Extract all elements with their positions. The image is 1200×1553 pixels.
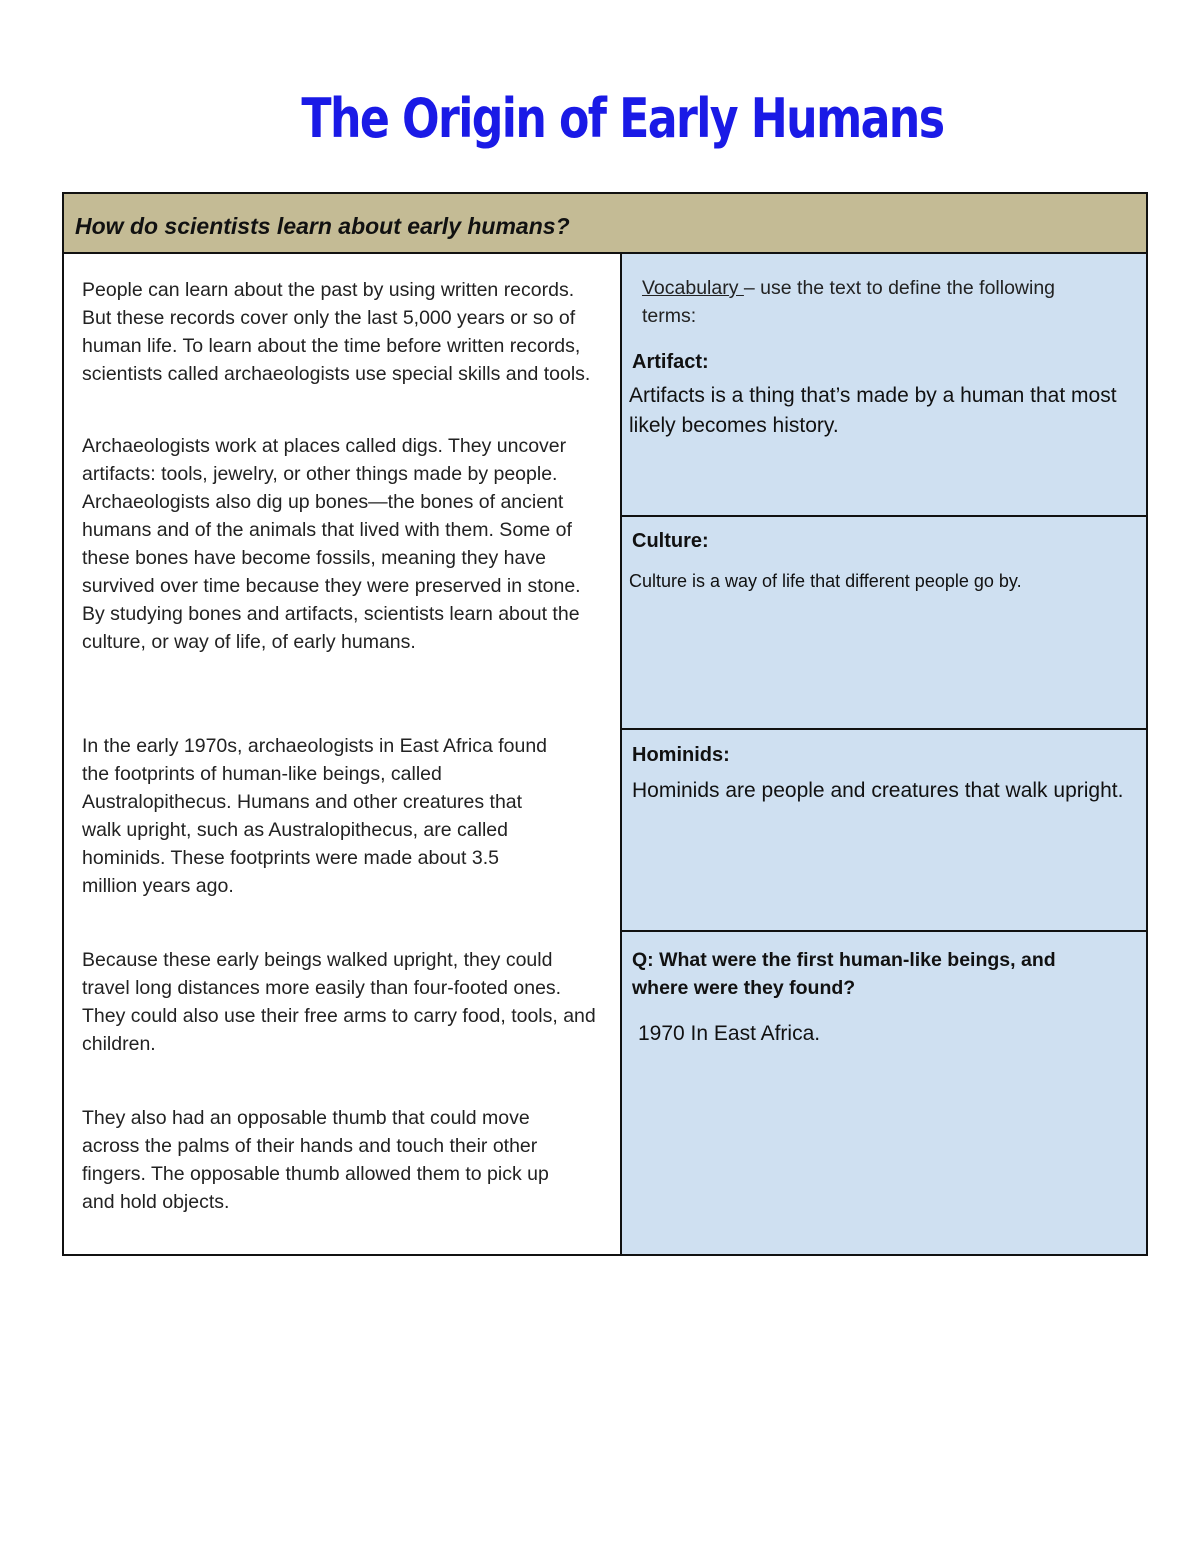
reading-paragraph-3: In the early 1970s, archaeologists in East Africa found the footprints of human-like beings, called Australopithecus. Humans and other creatures that walk upright, such as Australopithecus, are called hominids. These footprints were made about 3.5 million years ago.	[82, 735, 548, 897]
reading-paragraph-4: Because these early beings walked upright, they could travel long distances more easily than four-footed ones. They could also use their free arms to carry food, tools, and children.	[82, 949, 596, 1055]
reading-paragraph-1: People can learn about the past by using written records. But these records cover only the last 5,000 years or so of human life. To learn about the time before written records, scientists called archaeologists use special skills and tools.	[82, 279, 591, 385]
hominids-answer[interactable]: Hominids are people and creatures that walk upright.	[632, 779, 1124, 802]
reading-paragraph-2: Archaeologists work at places called digs. They uncover artifacts: tools, jewelry, or other things made by people. Archaeologists also dig up bones—the bones of ancient humans and of the animals that lived with them. Some of these bones have become fossils, meaning they have survived over time because they were preserved in stone. By studying bones and artifacts, scientists learn about the culture, or way of life, of early humans.	[82, 435, 581, 653]
header-question: How do scientists learn about early humans?	[75, 213, 570, 239]
artifact-answer[interactable]: Artifacts is a thing that’s made by a human that most likely becomes history.	[629, 384, 1117, 437]
artifact-cell	[622, 254, 1146, 517]
page-title: The Origin of Early Humans	[301, 87, 944, 150]
question-answer[interactable]: 1970 In East Africa.	[638, 1022, 821, 1045]
reading-paragraph-5: They also had an opposable thumb that could move across the palms of their hands and touch their other fingers. The opposable thumb allowed them to pick up and hold objects.	[82, 1107, 549, 1213]
culture-cell	[622, 517, 1146, 730]
culture-label: Culture:	[632, 530, 709, 552]
reading-column	[64, 254, 622, 1254]
vocabulary-instructions	[642, 274, 1082, 330]
question-cell	[622, 932, 1146, 1254]
hominids-label: Hominids:	[632, 744, 730, 766]
table-header	[64, 194, 1146, 254]
vocabulary-column	[622, 254, 1146, 1254]
question-text: Q: What were the first human-like beings, and where were they found?	[632, 949, 1056, 999]
artifact-label: Artifact:	[632, 351, 709, 373]
hominids-cell	[622, 730, 1146, 932]
vocabulary-instructions-text: – use the text to define the following terms:	[642, 277, 1056, 327]
worksheet-table	[62, 192, 1148, 1256]
culture-answer[interactable]: Culture is a way of life that different people go by.	[629, 571, 1022, 591]
vocabulary-heading: Vocabulary	[642, 277, 744, 299]
